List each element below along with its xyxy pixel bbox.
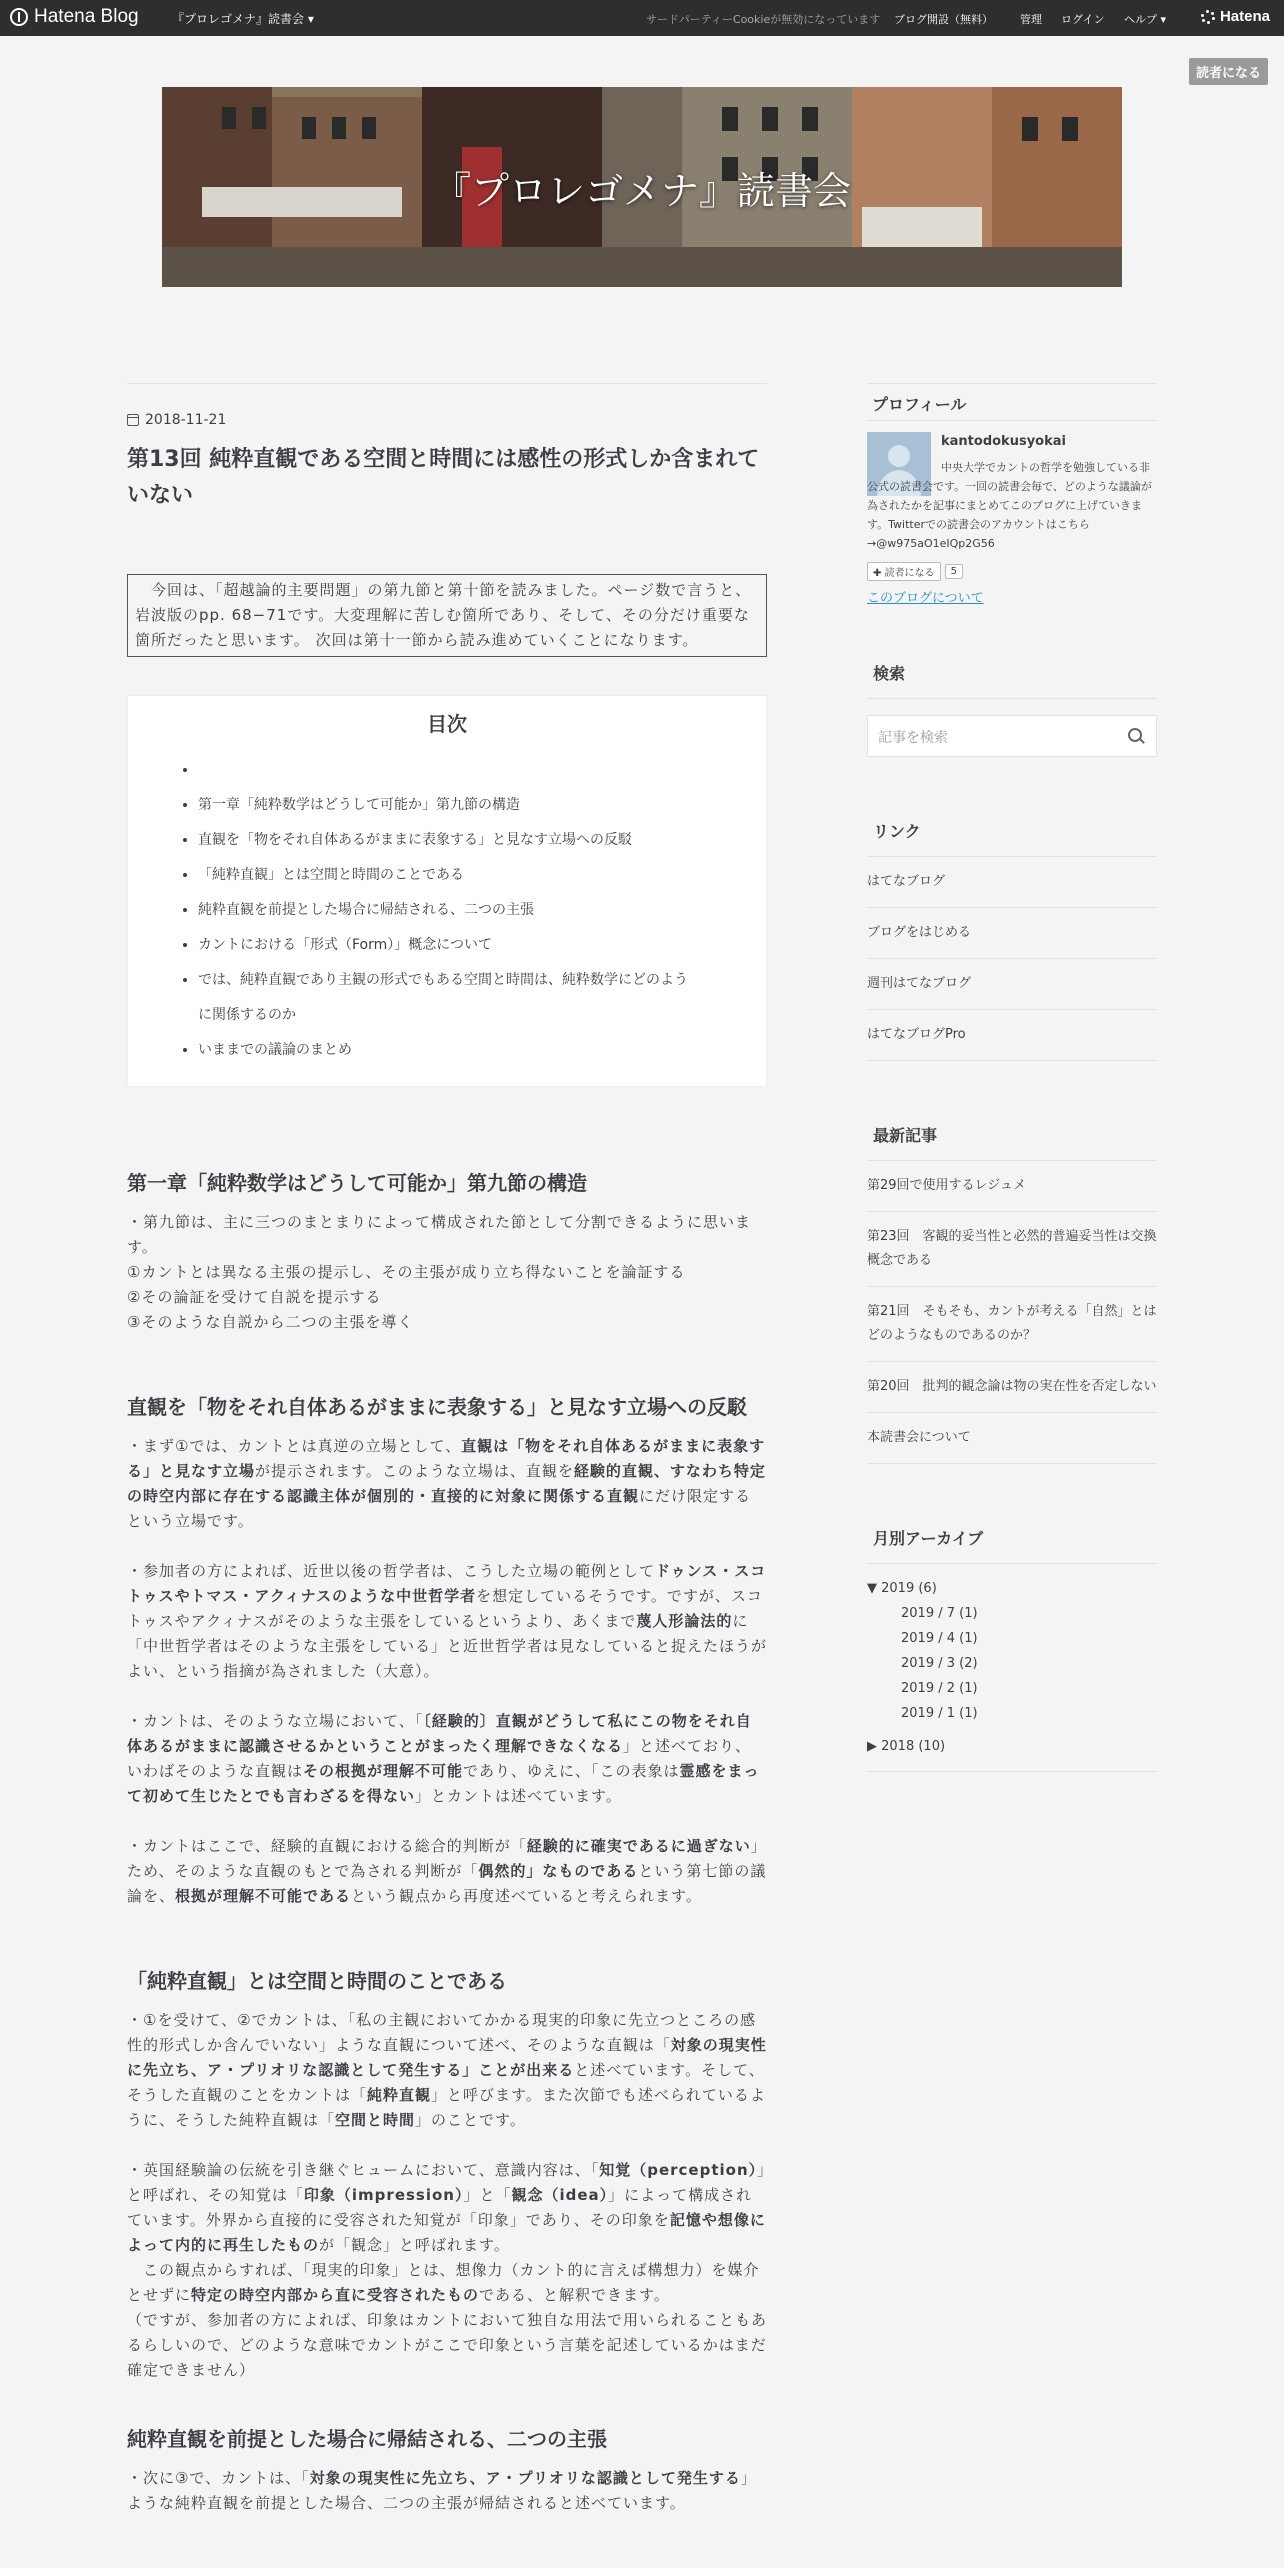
- archive-month[interactable]: 2019 / 7 (1): [901, 1606, 978, 1621]
- paragraph: ①カントとは異なる主張の提示し、その主張が成り立ち得ないことを論証する: [127, 1263, 686, 1281]
- entry-date[interactable]: 2018-11-21: [127, 412, 767, 428]
- divider: [127, 383, 767, 384]
- hatena-dots-icon: [1201, 10, 1215, 24]
- paragraph: ・第九節は、主に三つのまとまりによって構成された節として分割できるように思います。: [127, 1213, 752, 1256]
- search-title: 検索: [867, 661, 1157, 699]
- cookie-notice[interactable]: サードパーティーCookieが無効になっています: [646, 13, 881, 26]
- archive-month[interactable]: 2019 / 4 (1): [901, 1631, 978, 1646]
- calendar-icon: [127, 414, 139, 426]
- toc-item[interactable]: • 「純粋直観」とは空間と時間のことである: [198, 858, 766, 893]
- archive-year-2018[interactable]: ▶ 2018 (10): [867, 1739, 946, 1754]
- paragraph: ・参加者の方によれば、近世以後の哲学者は、こうした立場の範例としてドゥンス・スコトゥスやトマス・アクィナスのような中世哲学者を想定しているそうです。ですが、スコトゥスやアクィナスがそのような主張をしているというより、あくまで蔑人形論法的に「中世哲学者はそのような主張をしている」と近世哲学者は見なしていると捉えたほうがよい、という指摘が為されました（大意）。: [127, 1562, 768, 1680]
- toc-item[interactable]: • 第一章「純粋数学はどうして可能か」第九節の構造: [198, 788, 766, 823]
- toc-title: 目次: [427, 712, 467, 736]
- profile-subscribe-button[interactable]: ✚ 読者になる: [867, 562, 941, 581]
- entry-title[interactable]: 第13回 純粋直観である空間と時間には感性の形式しか含まれていない: [127, 447, 760, 508]
- hatena-brand[interactable]: Hatena: [1201, 8, 1270, 25]
- archive-month[interactable]: 2019 / 1 (1): [901, 1706, 978, 1721]
- toc-item[interactable]: • いままでの議論のまとめ: [198, 1033, 766, 1068]
- about-blog-link[interactable]: このブログについて: [867, 591, 984, 606]
- triangle-down-icon[interactable]: ▼: [867, 1581, 877, 1596]
- subscriber-count: 5: [945, 564, 963, 579]
- recent-entry[interactable]: 第23回 客観的妥当性と必然的普遍妥当性は交換概念である: [867, 1212, 1157, 1287]
- entry-intro: 今回は、「超越論的主要問題」の第九節と第十節を読みました。ページ数で言うと、岩波版のpp. 68−71です。大変理解に苦しむ箇所であり、そして、その分だけ重要な箇所だったと思います。 次回は第十一節から読み進めていくことになります。: [127, 574, 767, 657]
- archive-title: 月別アーカイブ: [867, 1526, 1157, 1564]
- profile-description: 中央大学でカントの哲学を勉強している非公式の読書会です。一回の読書会毎で、どのような議論が為されたかを記事にまとめてこのブログに上げていきます。Twitterでの読書会のアカウントはこちら→@w975aO1eIQp2G56: [867, 461, 1152, 550]
- subscribe-button[interactable]: 読者になる: [1189, 58, 1268, 85]
- recent-title: 最新記事: [867, 1123, 1157, 1161]
- section-heading: 第一章「純粋数学はどうして可能か」第九節の構造: [127, 1171, 587, 1195]
- search-module: [867, 661, 1157, 757]
- section-heading: 純粋直観を前提とした場合に帰結される、二つの主張: [127, 2427, 607, 2451]
- sidebar: [867, 383, 1157, 1772]
- search-input[interactable]: 記事を検索: [867, 715, 1157, 757]
- link-item[interactable]: 週刊はてなブログ: [867, 959, 1157, 1010]
- hatena-logo-icon: [10, 8, 28, 26]
- profile-module: [867, 384, 1157, 606]
- recent-entry[interactable]: 本読書会について: [867, 1413, 1157, 1464]
- entry-body: [127, 1167, 767, 2516]
- table-of-contents: [127, 695, 767, 1087]
- link-item[interactable]: はてなブログ: [867, 857, 1157, 908]
- links-title: リンク: [867, 819, 1157, 857]
- link-item[interactable]: はてなブログPro: [867, 1010, 1157, 1061]
- paragraph: ③そのような自説から二つの主張を導く: [127, 1313, 414, 1331]
- recent-entries-module: [867, 1123, 1157, 1464]
- blog-header[interactable]: [162, 87, 1122, 287]
- paragraph: ・カントは、そのような立場において、「〔経験的〕直観がどうして私にこの物をそれ自体あるがままに認識させるかということがまったく理解できなくなる」と述べており、いわばそのような直観はその根拠が理解不可能であり、ゆえに、「この表象は霊感をまって初めて生じたとでも言わざるを得ない」とカントは述べています。: [127, 1712, 760, 1805]
- archive-month[interactable]: 2019 / 3 (2): [901, 1656, 978, 1671]
- admin-link[interactable]: 管理: [1020, 13, 1042, 26]
- hatena-blog-logo[interactable]: Hatena Blog: [10, 6, 139, 28]
- recent-entry[interactable]: 第21回 そもそも、カントが考える「自然」とはどのようなものであるのか？: [867, 1287, 1157, 1362]
- global-header: [0, 0, 1284, 36]
- toc-item[interactable]: • 純粋直観を前提とした場合に帰結される、二つの主張: [198, 893, 766, 928]
- search-icon[interactable]: [1128, 728, 1142, 742]
- paragraph: ②その論証を受けて自説を提示する: [127, 1288, 382, 1306]
- toc-item[interactable]: • では、純粋直観であり主観の形式でもある空間と時間は、純粋数学にどのように関係するのか: [198, 963, 766, 1033]
- links-module: [867, 819, 1157, 1061]
- profile-name[interactable]: kantodokusyokai: [941, 434, 1066, 449]
- paragraph: この観点からすれば、「現実的印象」とは、想像力（カント的に言えば構想力）を媒介とせずに特定の時空内部から直に受容されたものである、と解釈できます。: [127, 2261, 760, 2304]
- toc-item[interactable]: • 直観を「物をそれ自体あるがままに表象する」と見なす立場への反駁: [198, 823, 766, 858]
- recent-entry[interactable]: 第29回で使用するレジュメ: [867, 1161, 1157, 1212]
- paragraph: ・英国経験論の伝統を引き継ぐヒュームにおいて、意識内容は、「知覚（perception）」と呼ばれ、その知覚は「印象（impression）」と「観念（idea）」によって構成されています。外界から直接的に受容された知覚が「印象」であり、その印象を記憶や想像によって内的に再生したものが「観念」と呼ばれます。: [127, 2161, 766, 2254]
- paragraph: ・次に③で、カントは、「対象の現実性に先立ち、ア・プリオリな認識として発生する」ような純粋直観を前提とした場合、二つの主張が帰結されると述べています。: [127, 2469, 757, 2512]
- archive-year-2019[interactable]: ▼ 2019 (6): [867, 1581, 937, 1596]
- archive-month[interactable]: 2019 / 2 (1): [901, 1681, 978, 1696]
- entry-article: [127, 383, 767, 2516]
- archive-module: [867, 1526, 1157, 1772]
- paragraph: ・まず①では、カントとは真逆の立場として、直観は「物をそれ自体あるがままに表象する」と見なす立場が提示されます。このような立場は、直観を経験的直観、すなわち特定の時空内部に存在する認識主体が個別的・直接的に対象に関係する直観にだけ限定するという立場です。: [127, 1437, 766, 1530]
- triangle-right-icon[interactable]: ▶: [867, 1739, 877, 1754]
- toc-item[interactable]: • カントにおける「形式（Form）」概念について: [198, 928, 766, 963]
- paragraph: ・①を受けて、②でカントは、「私の主観においてかかる現実的印象に先立つところの感性的形式しか含んでいない」ような直観について述べ、そのような直観は「対象の現実性に先立ち、ア・プリオリな認識として発生する」ことが出来ると述べています。そして、そうした直観のことをカントは「純粋直観」と呼びます。また次節でも述べられているように、そうした純粋直観は「空間と時間」のことです。: [127, 2011, 767, 2129]
- login-link[interactable]: ログイン: [1061, 13, 1105, 26]
- recent-entry[interactable]: 第20回 批判的観念論は物の実在性を否定しない: [867, 1362, 1157, 1413]
- paragraph: ・カントはここで、経験的直観における総合的判断が「経験的に確実であるに過ぎない」ため、そのような直観のもとで為される判断が「偶然的」なものであるという第七節の議論を、根拠が理解不可能であるという観点から再度述べていると考えられます。: [127, 1837, 767, 1905]
- toc-item[interactable]: [198, 753, 766, 788]
- blog-selector[interactable]: 『プロレゴメナ』読書会 ▾: [172, 12, 314, 26]
- section-heading: 「純粋直観」とは空間と時間のことである: [127, 1969, 507, 1993]
- blog-title[interactable]: 『プロレゴメナ』読書会: [432, 168, 851, 213]
- section-heading: 直観を「物をそれ自体あるがままに表象する」と見なす立場への反駁: [127, 1395, 747, 1419]
- open-blog-link[interactable]: ブログ開設（無料）: [894, 13, 993, 26]
- profile-title: プロフィール: [872, 395, 967, 414]
- link-item[interactable]: ブログをはじめる: [867, 908, 1157, 959]
- help-menu[interactable]: ヘルプ ▾: [1124, 13, 1167, 26]
- paragraph: （ですが、参加者の方によれば、印象はカントにおいて独自な用法で用いられることもあるらしいので、どのような意味でカントがここで印象という言葉を記述しているかはまだ確定できません）: [127, 2311, 768, 2379]
